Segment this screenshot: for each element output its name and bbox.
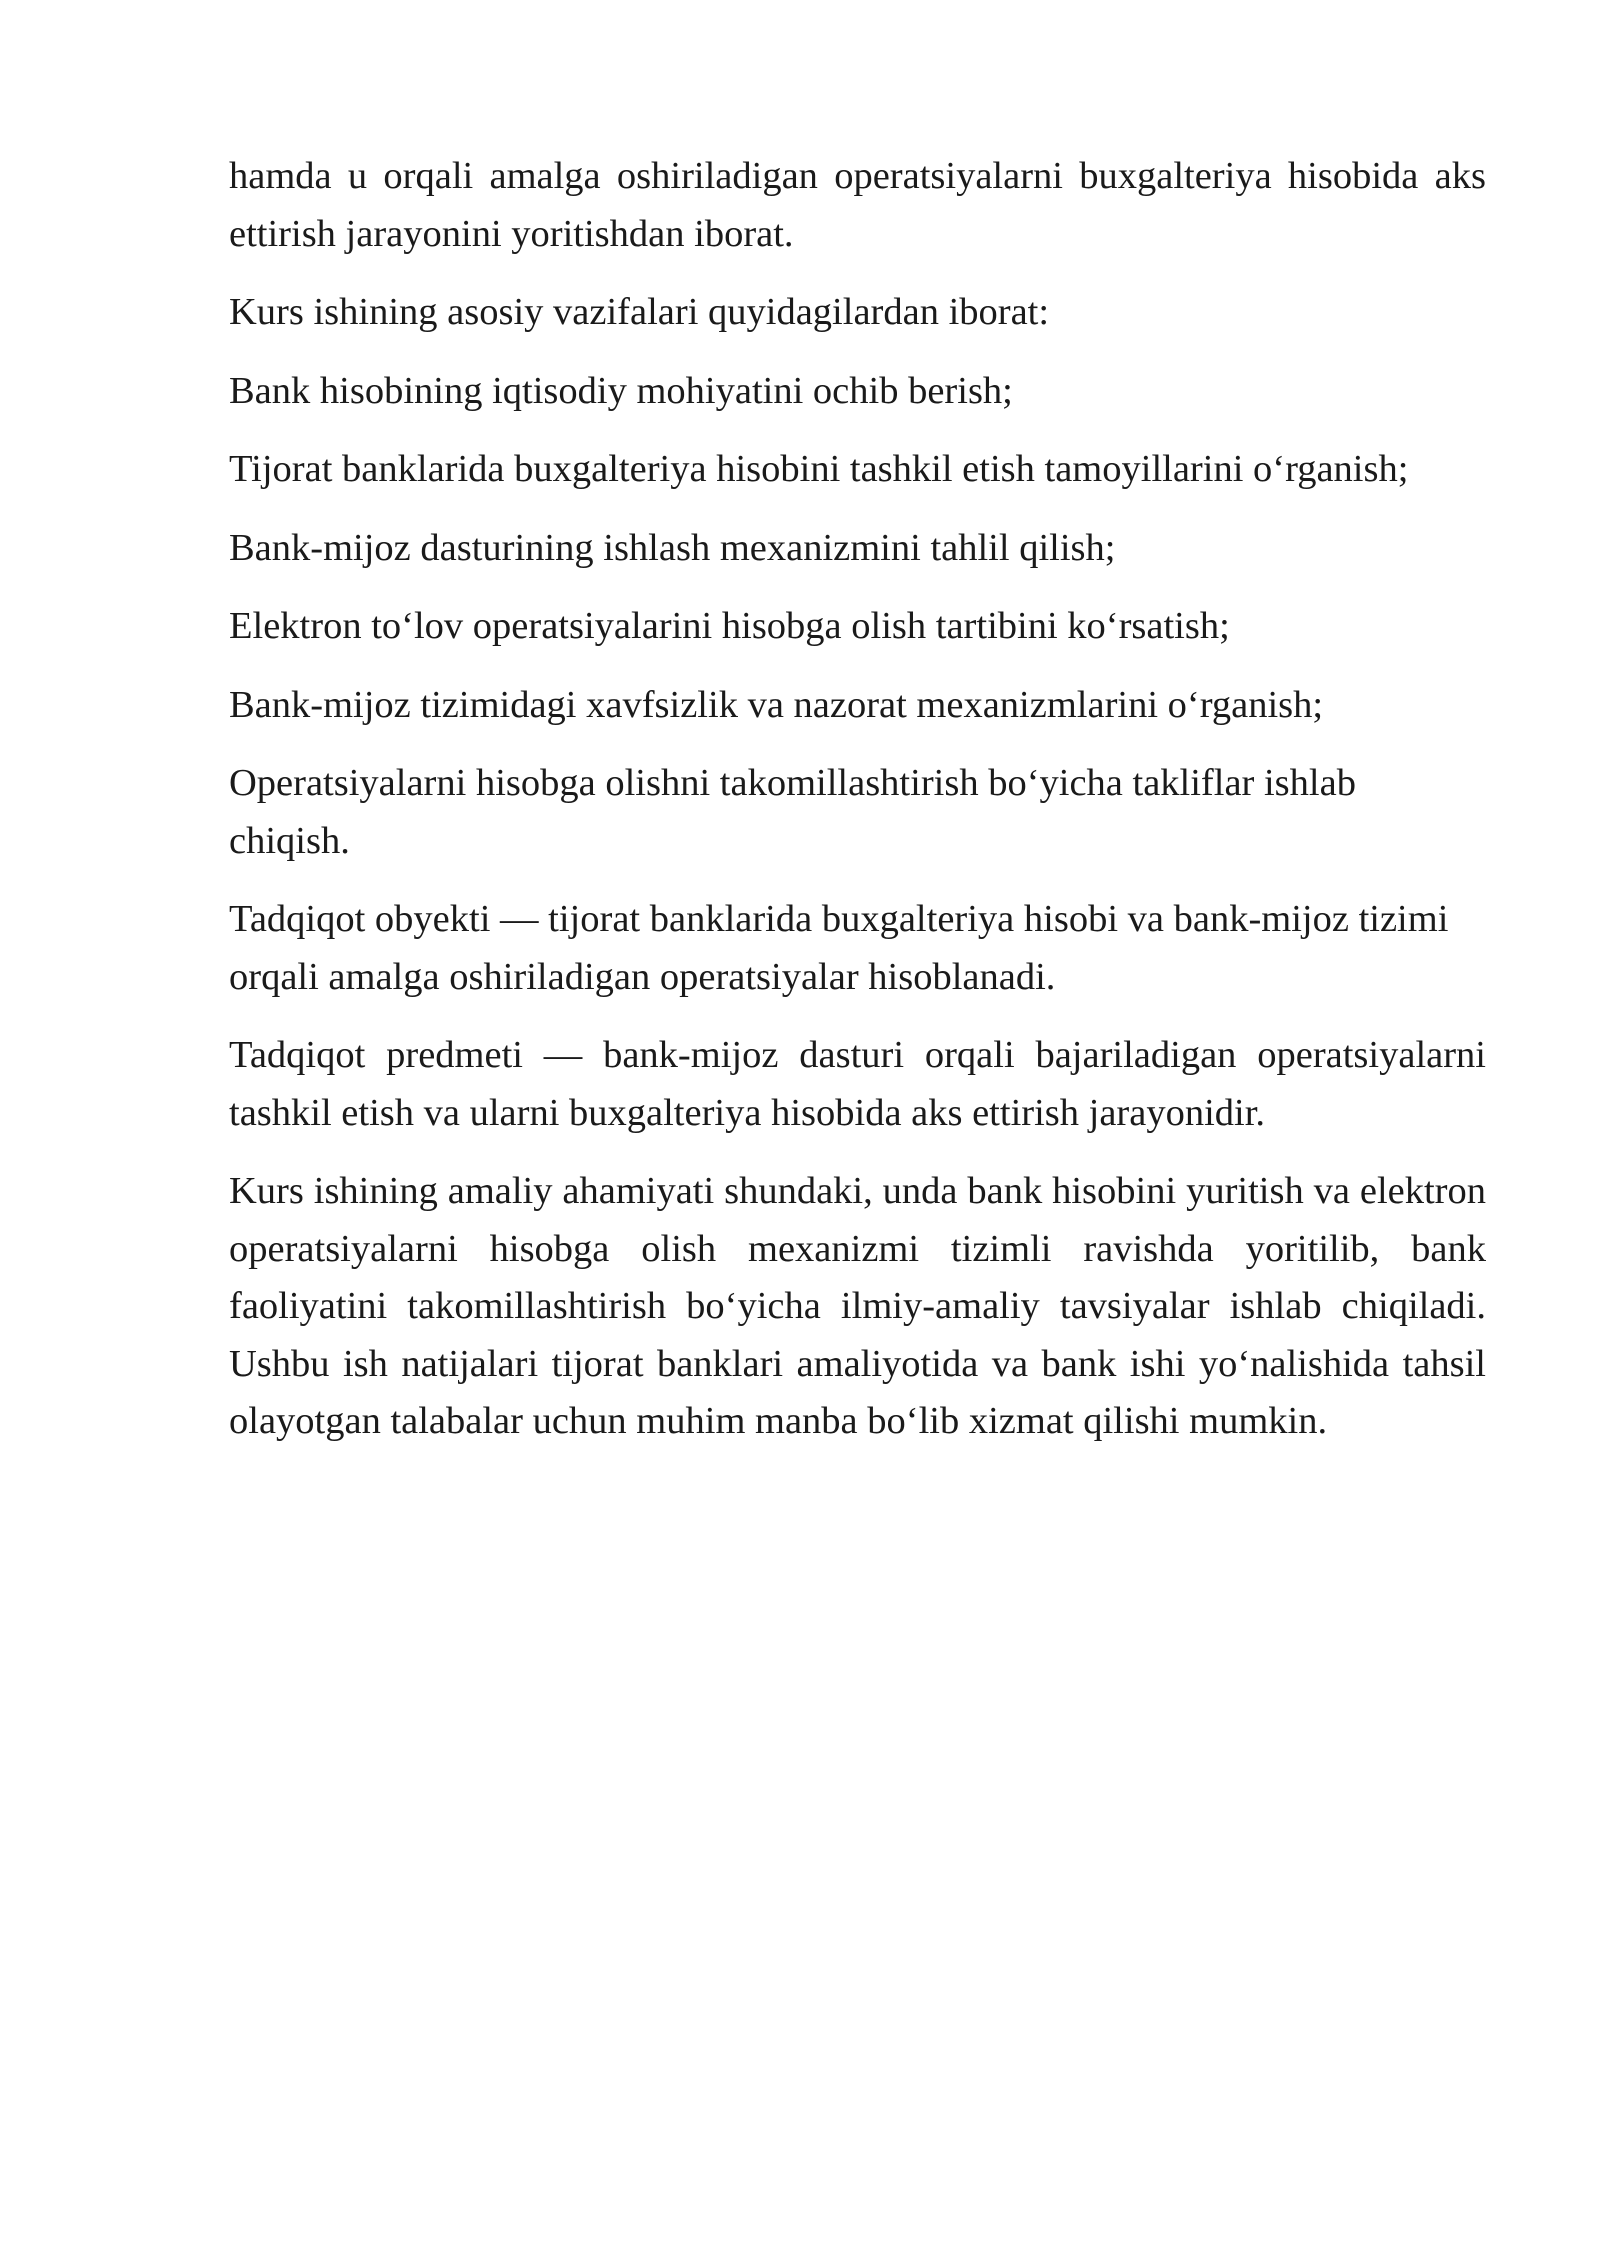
paragraph-practical-significance: Kurs ishining amaliy ahamiyati shundaki, unda bank hisobini yuritish va elektron operatsiyalarni hisobga olish mexanizmi tizimli ravishda yoritilib, bank faoliyatini takomillashtirish bo‘yicha ilmiy-amaliy tavsiyalar ishlab chiqiladi. Ushbu ish natijalari tijorat banklari amaliyotida va bank ishi yo‘nalishida tahsil olayotgan talabalar uchun muhim manba bo‘lib xizmat qilishi mumkin.: [229, 1170, 1486, 1442]
paragraph-tasks-heading: Kurs ishining asosiy vazifalari quyidagilardan iborat:: [229, 291, 1050, 333]
paragraph-intro-continuation: hamda u orqali amalga oshiriladigan operatsiyalarni buxgalteriya hisobida aks ettirish jarayonini yoritishdan iborat.: [229, 155, 1486, 255]
document-body: [229, 148, 1486, 1472]
paragraph-task-1: Bank hisobining iqtisodiy mohiyatini ochib berish;: [229, 369, 1013, 412]
paragraph-task-4: Elektron to‘lov operatsiyalarini hisobga olish tartibini ko‘rsatish;: [229, 605, 1230, 647]
paragraph-task-2: Tijorat banklarida buxgalteriya hisobini tashkil etish tamoyillarini o‘rganish;: [229, 448, 1409, 490]
paragraph-research-subject: Tadqiqot predmeti — bank-mijoz dasturi orqali bajariladigan operatsiyalarni tashkil etish va ularni buxgalteriya hisobida aks ettirish jarayonidir.: [229, 1034, 1486, 1134]
paragraph-task-3: Bank-mijoz dasturining ishlash mexanizmini tahlil qilish;: [229, 526, 1116, 569]
paragraph-research-object: Tadqiqot obyekti — tijorat banklarida buxgalteriya hisobi va bank-mijoz tizimi orqali amalga oshiriladigan operatsiyalar hisoblanadi.: [229, 898, 1449, 998]
paragraph-task-6: Operatsiyalarni hisobga olishni takomillashtirish bo‘yicha takliflar ishlab chiqish.: [229, 762, 1356, 862]
paragraph-task-5: Bank-mijoz tizimidagi xavfsizlik va nazorat mexanizmlarini o‘rganish;: [229, 683, 1324, 726]
